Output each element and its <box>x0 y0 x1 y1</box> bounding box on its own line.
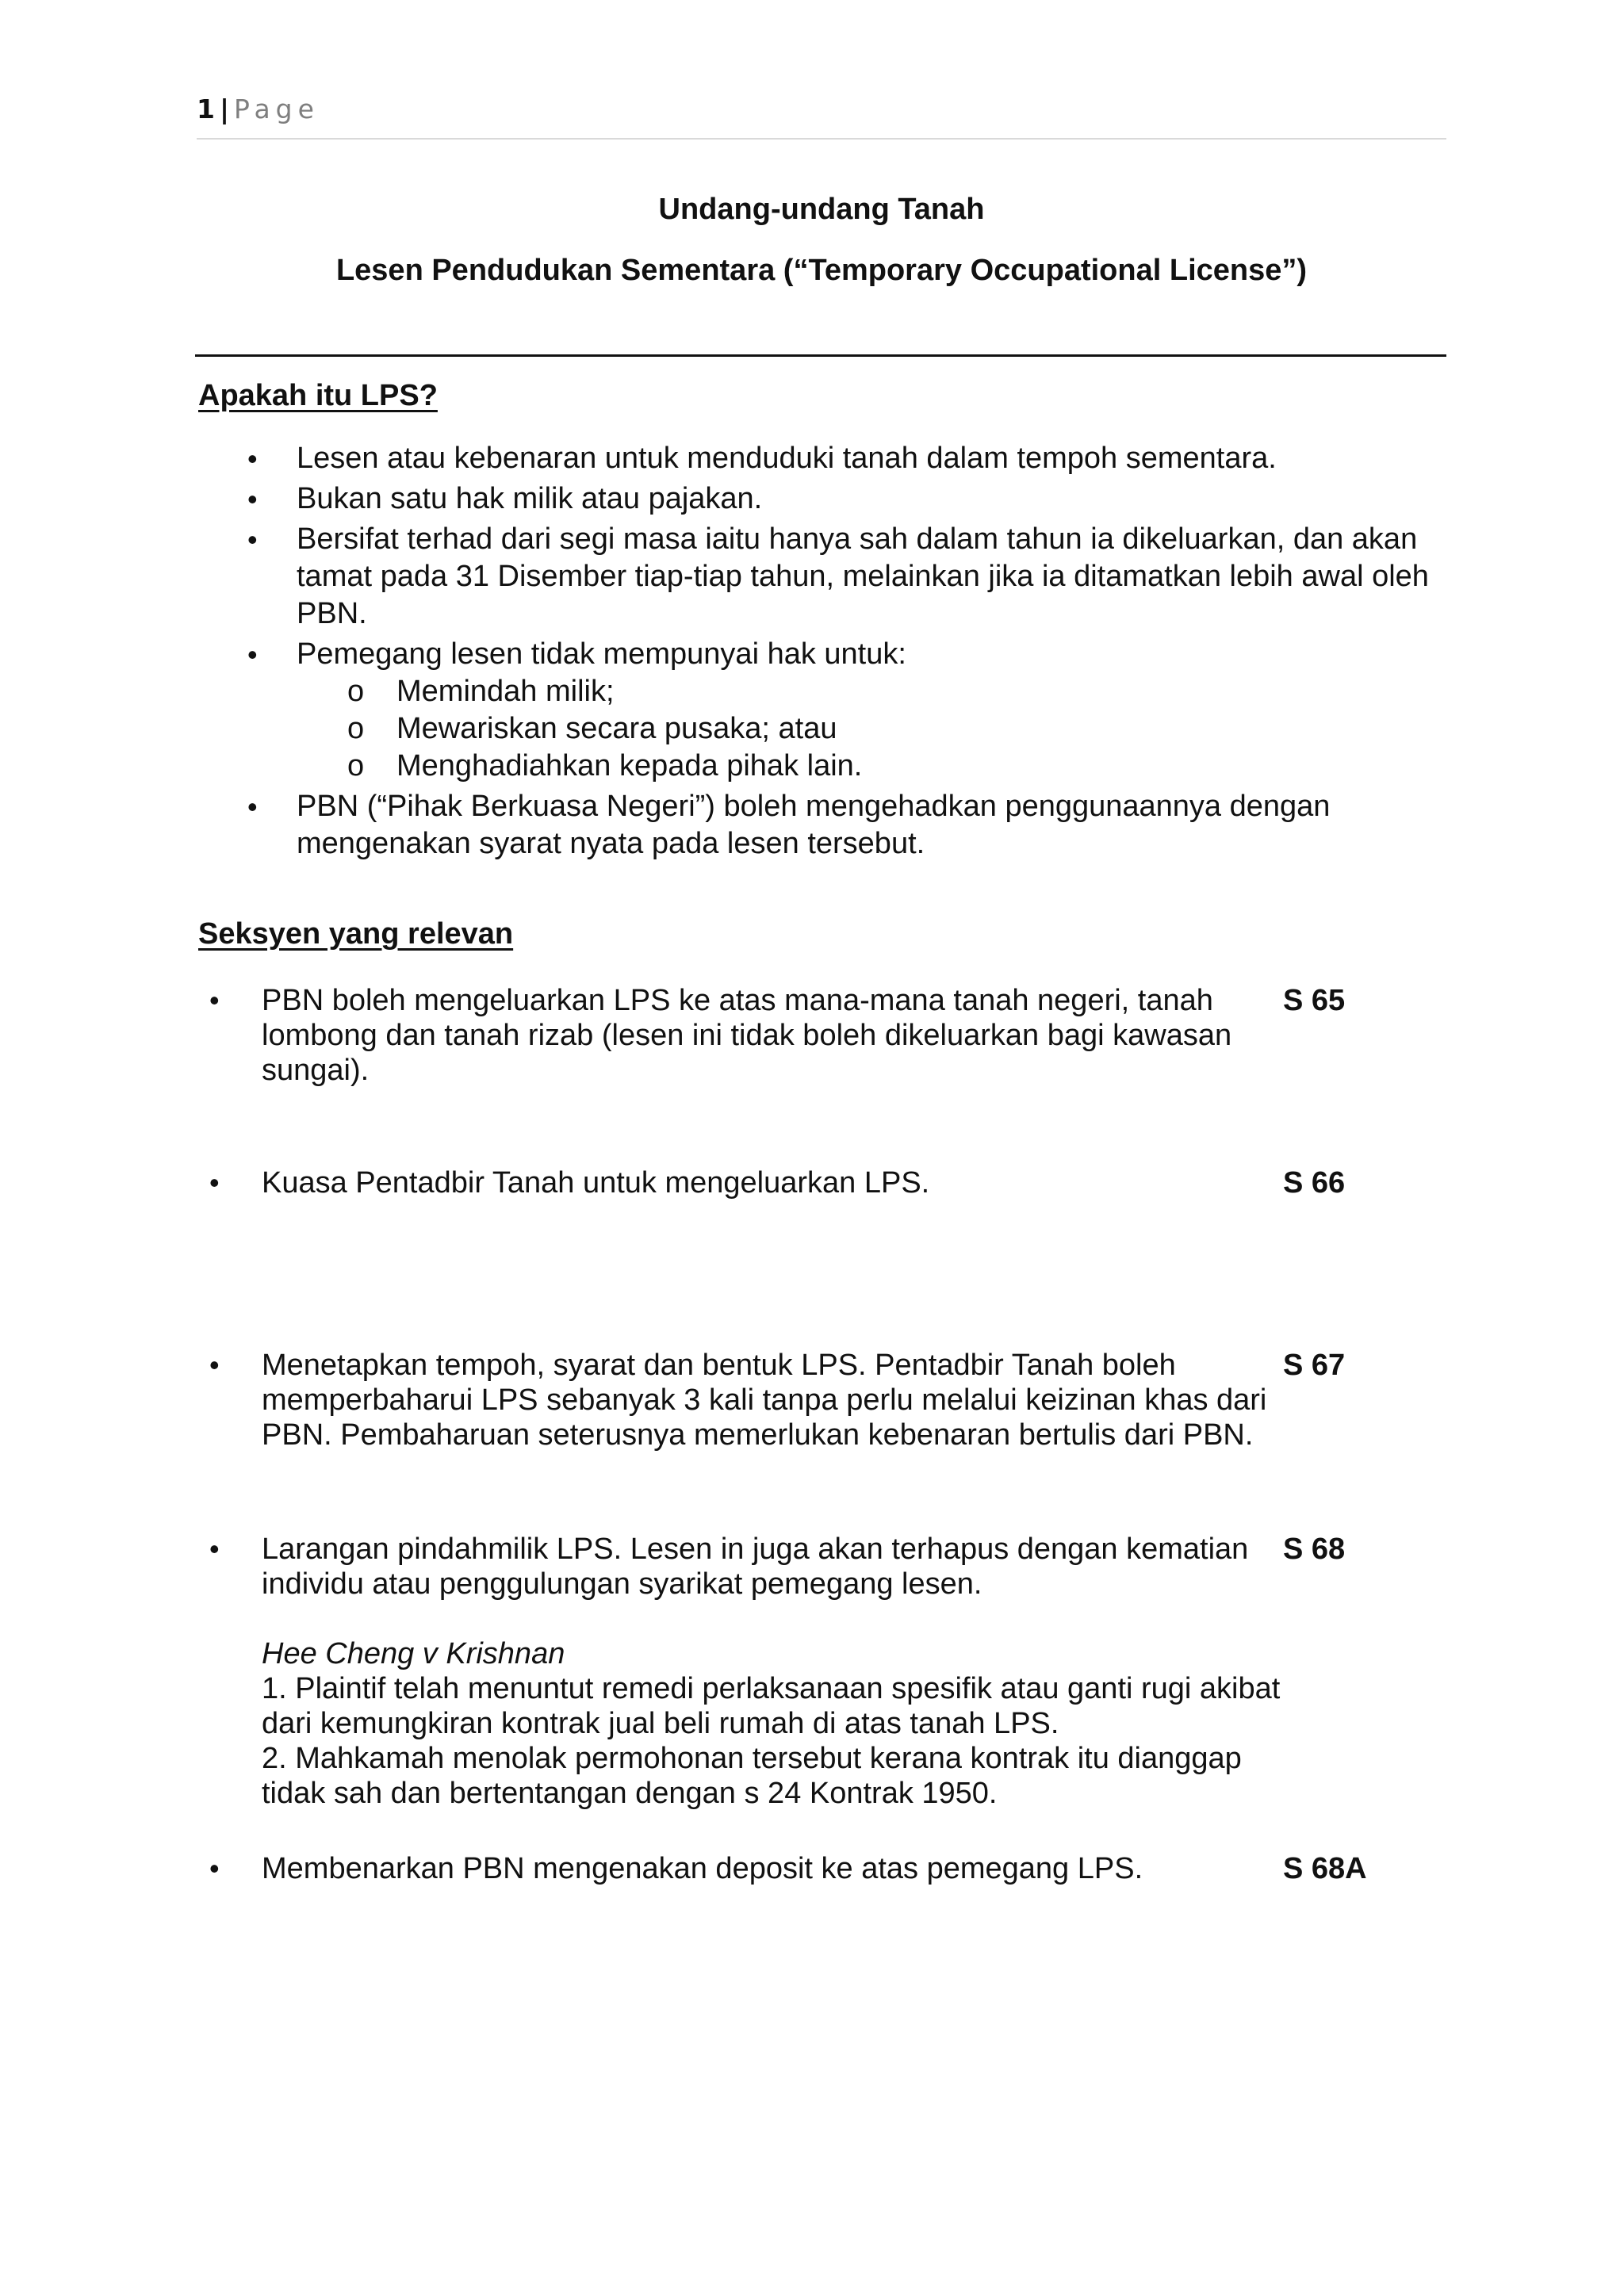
list-item: • PBN (“Pihak Berkuasa Negeri”) boleh mengehadkan penggunaannya dengan mengenakan syarat nyata pada lesen tersebut. <box>238 788 1443 863</box>
bullet-icon: • <box>209 1852 220 1885</box>
bullet-icon: • <box>209 984 220 1016</box>
section-heading-what-is-lps: Apakah itu LPS? <box>198 379 438 412</box>
list-item: • Bersifat terhad dari segi masa iaitu hanya sah dalam tahun ia dikeluarkan, dan akan tamat pada 31 Disember tiap-tiap tahun, melainkan jika ia ditamatkan lebih awal oleh PBN. <box>238 521 1443 633</box>
section-ref: S 66 <box>1283 1166 1346 1200</box>
document-title: Undang-undang Tanah <box>658 193 985 226</box>
title-divider <box>195 354 1446 357</box>
section-text: Menetapkan tempoh, syarat dan bentuk LPS. Pentadbir Tanah boleh memperbaharui LPS sebanyak 3 kali tanpa perlu melalui keizinan khas dari PBN. Pembaharuan seterusnya memerlukan kebenaran bertulis dari PBN. <box>262 1349 1267 1452</box>
case-name: Hee Cheng v Krishnan <box>262 1637 565 1670</box>
page-separator: | <box>219 94 230 124</box>
section-ref: S 65 <box>1283 984 1346 1017</box>
section-text: Kuasa Pentadbir Tanah untuk mengeluarkan LPS. <box>262 1166 930 1200</box>
list-item: • Lesen atau kebenaran untuk menduduki tanah dalam tempoh sementara. <box>238 440 1443 477</box>
section-body <box>262 1532 1312 1811</box>
document-subtitle: Lesen Pendudukan Sementara (“Temporary Occupational License”) <box>335 254 1308 287</box>
section-ref: S 68 <box>1283 1533 1346 1566</box>
page-label: Page <box>234 94 320 124</box>
sub-list-item: o Mewariskan secara pusaka; atau <box>297 710 1443 748</box>
sub-list-item: o Menghadiahkan kepada pihak lain. <box>297 748 1443 785</box>
section-ref: S 67 <box>1283 1349 1346 1382</box>
section-text: Membenarkan PBN mengenakan deposit ke atas pemegang LPS. <box>262 1852 1143 1885</box>
rights-sublist <box>297 673 1443 785</box>
sub-list-item: o Memindah milik; <box>297 673 1443 710</box>
list-item: • Bukan satu hak milik atau pajakan. <box>238 480 1443 518</box>
section-text: PBN boleh mengeluarkan LPS ke atas mana-mana tanah negeri, tanah lombong dan tanah rizab (lesen ini tidak boleh dikeluarkan bagi kawasan sungai). <box>262 984 1232 1087</box>
bullet-icon: • <box>209 1533 220 1565</box>
case-point: 2. Mahkamah menolak permohonan tersebut kerana kontrak itu dianggap tidak sah dan bertentangan dengan s 24 Kontrak 1950. <box>262 1742 1242 1810</box>
bullet-icon: • <box>209 1349 220 1381</box>
page-number: 1 <box>197 94 215 124</box>
section-text: Larangan pindahmilik LPS. Lesen in juga akan terhapus dengan kematian individu atau penggulungan syarikat pemegang lesen. <box>262 1533 1249 1601</box>
definition-list <box>238 440 1443 866</box>
section-ref: S 68A <box>1283 1852 1367 1885</box>
case-point: 1. Plaintif telah menuntut remedi perlaksanaan spesifik atau ganti rugi akibat dari kemungkiran kontrak jual beli rumah di atas tanah LPS. <box>262 1672 1281 1740</box>
list-item: • Pemegang lesen tidak mempunyai hak untuk: o Memindah milik; o Mewariskan secara pusaka; atau o Menghadiahkan kepada pihak lain. <box>238 636 1443 785</box>
bullet-icon: • <box>209 1166 220 1199</box>
section-heading-relevant-sections: Seksyen yang relevan <box>198 917 514 951</box>
page-header <box>197 94 1446 140</box>
